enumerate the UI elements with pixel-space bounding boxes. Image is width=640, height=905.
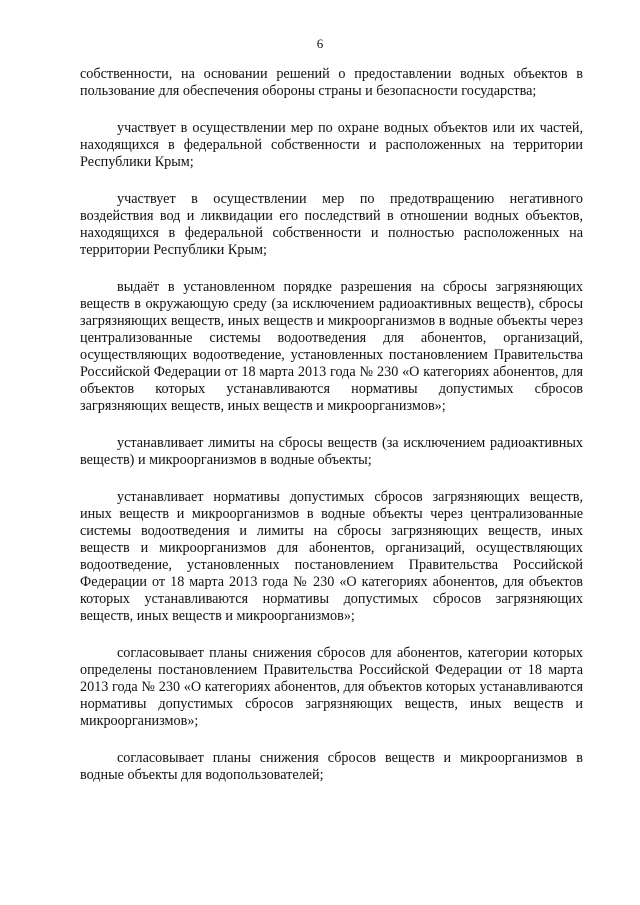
document-body [80, 66, 583, 804]
paragraph-reduction-plans-subscribers: согласовывает планы снижения сбросов для абонентов, категории которых определены постановлением Правительства Российской Федерации от 18 марта 2013 года № 230 «О категориях абонентов, для объектов которых устанавливаются нормативы допустимых сбросов загрязняющих веществ, иных веществ и микроорганизмов»; [80, 645, 583, 729]
paragraph-discharge-norms: устанавливает нормативы допустимых сбросов загрязняющих веществ, иных веществ и микроорганизмов в водные объекты через централизованные системы водоотведения и лимиты на сбросы загрязняющих веществ, иных веществ и микроорганизмов для абонентов, организаций, осуществляющих водоотведение, установленных постановлением Правительства Российской Федерации от 18 марта 2013 года № 230 «О категориях абонентов, для объектов которых устанавливаются нормативы допустимых сбросов загрязняющих веществ, иных веществ и микроорганизмов»; [80, 489, 583, 624]
paragraph-protection-measures: участвует в осуществлении мер по охране водных объектов или их частей, находящихся в федеральной собственности и расположенных на территории Республики Крым; [80, 120, 583, 170]
paragraph-continuation: собственности, на основании решений о предоставлении водных объектов в пользование для обеспечения обороны страны и безопасности государства; [80, 66, 583, 99]
paragraph-discharge-limits: устанавливает лимиты на сбросы веществ (за исключением радиоактивных веществ) и микроорганизмов в водные объекты; [80, 435, 583, 468]
paragraph-discharge-permits: выдаёт в установленном порядке разрешения на сбросы загрязняющих веществ в окружающую среду (за исключением радиоактивных веществ), сбросы загрязняющих веществ, иных веществ и микроорганизмов в водные объекты через централизованные системы водоотведения для абонентов, организаций, осуществляющих водоотведение, установленных постановлением Правительства Российской Федерации от 18 марта 2013 года № 230 «О категориях абонентов, для объектов которых устанавливаются нормативы допустимых сбросов загрязняющих веществ, иных веществ и микроорганизмов»; [80, 279, 583, 414]
paragraph-reduction-plans-water-users: согласовывает планы снижения сбросов веществ и микроорганизмов в водные объекты для водопользователей; [80, 750, 583, 783]
paragraph-negative-impact-measures: участвует в осуществлении мер по предотвращению негативного воздействия вод и ликвидации его последствий в отношении водных объектов, находящихся в федеральной собственности и полностью расположенных на территории Республики Крым; [80, 191, 583, 258]
page-number: 6 [316, 36, 324, 51]
